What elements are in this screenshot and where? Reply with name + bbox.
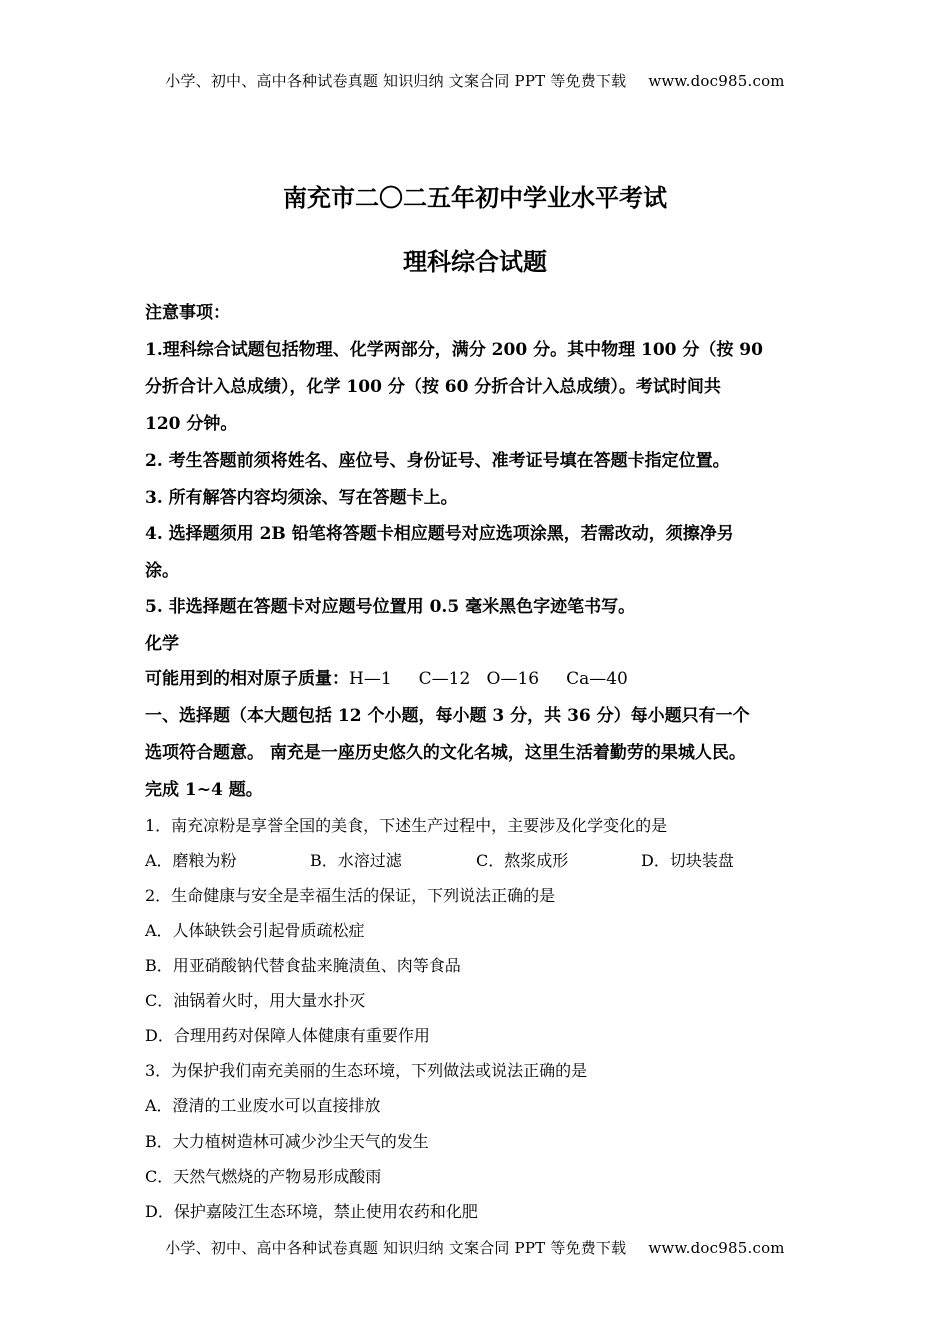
header-site: www.doc985.com	[648, 72, 785, 90]
q1-option-c: C．熬浆成形	[476, 851, 569, 870]
page-header	[0, 70, 950, 91]
notice-item-1-line-2: 分折合计入总成绩），化学 100 分（按 60 分折合计入总成绩）。考试时间共	[145, 377, 721, 397]
q2-stem: 2．生命健康与安全是幸福生活的保证，下列说法正确的是	[145, 886, 556, 905]
section-1-line-2: 选项符合题意。 南充是一座历史悠久的文化名城，这里生活着勤劳的果城人民。	[145, 743, 746, 763]
atomic-mass-line	[145, 664, 835, 689]
section-1-line-3: 完成 1~4 题。	[145, 780, 263, 800]
q1-option-a: A．磨粮为粉	[145, 851, 237, 870]
footer-text: 小学、初中、高中各种试卷真题 知识归纳 文案合同 PPT 等免费下载	[165, 1239, 627, 1257]
notice-item-1-line-1: 1.理科综合试题包括物理、化学两部分，满分 200 分。其中物理 100 分（按 90	[145, 340, 763, 360]
exam-title: 南充市二〇二五年初中学业水平考试	[283, 183, 667, 212]
q3-option-c: C．天然气燃烧的产物易形成酸雨	[145, 1167, 382, 1186]
q3-option-b: B．大力植树造林可减少沙尘天气的发生	[145, 1132, 429, 1151]
q3-option-a: A．澄清的工业废水可以直接排放	[145, 1096, 381, 1115]
q2-option-a: A．人体缺铁会引起骨质疏松症	[145, 921, 365, 940]
q1-stem: 1．南充凉粉是享誉全国的美食，下述生产过程中，主要涉及化学变化的是	[145, 816, 668, 835]
notice-item-5: 5. 非选择题在答题卡对应题号位置用 0.5 毫米黑色字迹笔书写。	[145, 597, 636, 617]
q2-option-b: B．用亚硝酸钠代替食盐来腌渍鱼、肉等食品	[145, 956, 461, 975]
notice-item-4-line-1: 4. 选择题须用 2B 铅笔将答题卡相应题号对应选项涂黑，若需改动，须擦净另	[145, 524, 734, 544]
atomic-mass-label: 可能用到的相对原子质量：	[145, 669, 349, 689]
q3-option-d: D．保护嘉陵江生态环境，禁止使用农药和化肥	[145, 1202, 478, 1221]
atomic-mass-values: H—1 C—12 O—16 Ca—40	[349, 669, 628, 689]
page-footer	[0, 1237, 950, 1258]
notice-item-3: 3. 所有解答内容均须涂、写在答题卡上。	[145, 488, 458, 508]
q1-option-b: B．水溶过滤	[310, 851, 402, 870]
q3-stem: 3．为保护我们南充美丽的生态环境，下列做法或说法正确的是	[145, 1061, 588, 1080]
notice-item-4-line-2: 涂。	[145, 561, 179, 581]
chemistry-heading: 化学	[145, 634, 179, 654]
q1-option-d: D．切块装盘	[641, 851, 734, 870]
q2-option-c: C．油锅着火时，用大量水扑灭	[145, 991, 366, 1010]
section-1-line-1: 一、选择题（本大题包括 12 个小题，每小题 3 分，共 36 分）每小题只有一个	[145, 706, 750, 726]
notice-item-2: 2. 考生答题前须将姓名、座位号、身份证号、准考证号填在答题卡指定位置。	[145, 451, 730, 471]
exam-subtitle: 理科综合试题	[403, 247, 547, 276]
notice-heading: 注意事项：	[145, 303, 230, 323]
footer-site: www.doc985.com	[648, 1239, 785, 1257]
q2-option-d: D．合理用药对保障人体健康有重要作用	[145, 1026, 430, 1045]
header-text: 小学、初中、高中各种试卷真题 知识归纳 文案合同 PPT 等免费下载	[165, 72, 627, 90]
notice-item-1-line-3: 120 分钟。	[145, 414, 238, 434]
